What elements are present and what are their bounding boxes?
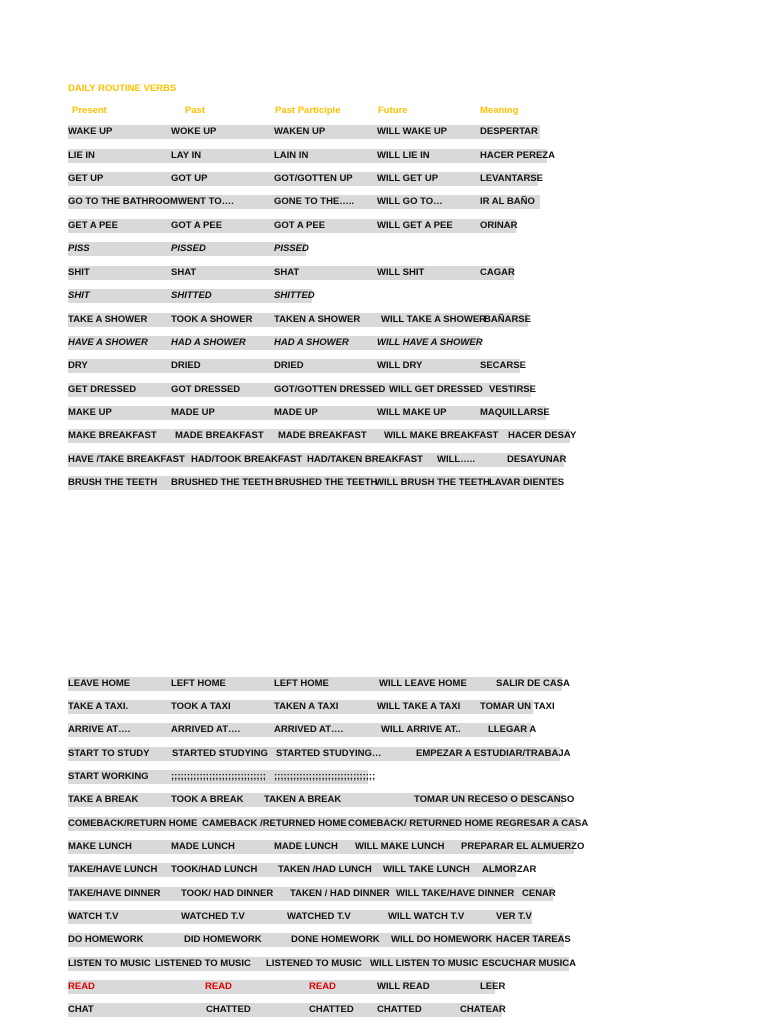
verb-table-2-cell: LEFT HOME — [171, 678, 226, 689]
verb-table-2-row — [68, 723, 537, 737]
verb-table-1-cell: GOT A PEE — [274, 220, 326, 231]
verb-table-1-cell: HAD/TAKEN BREAKFAST — [307, 454, 423, 465]
verb-table-1-cell: WENT TO…. — [178, 196, 234, 207]
verb-table-2-cell: TOOK A BREAK — [171, 794, 244, 805]
verb-table-1-cell: WAKE UP — [68, 126, 113, 137]
verb-table-1-cell: GOT UP — [171, 173, 208, 184]
header-past-participle: Past Participle — [275, 105, 341, 116]
verb-table-1-cell: WILL HAVE A SHOWER — [377, 337, 483, 348]
verb-table-1-cell: HACER DESAY — [508, 430, 577, 441]
verb-table-1-cell: TAKEN A SHOWER — [274, 314, 361, 325]
verb-table-1-cell: WILL GET A PEE — [377, 220, 453, 231]
verb-table-1-cell: DESPERTAR — [480, 126, 538, 137]
verb-table-1-row — [68, 195, 540, 209]
verb-table-1-cell: ORINAR — [480, 220, 518, 231]
verb-table-2-cell: WILL MAKE LUNCH — [355, 841, 445, 852]
verb-table-1-row — [68, 453, 567, 467]
verb-table-2-cell: CHATTED — [309, 1004, 354, 1015]
verb-table-1-row — [68, 149, 555, 163]
verb-table-2-cell: TOOK/HAD LUNCH — [171, 864, 258, 875]
verb-table-1-row — [68, 289, 315, 303]
verb-table-1-cell: DRIED — [171, 360, 201, 371]
verb-table-1-cell: TAKE A SHOWER — [68, 314, 148, 325]
verb-table-1-cell: WILL SHIT — [377, 267, 425, 278]
verb-table-2-cell: TAKE/HAVE LUNCH — [68, 864, 158, 875]
verb-table-2-cell: CHATEAR — [460, 1004, 506, 1015]
verb-table-2-cell: TAKEN /HAD LUNCH — [278, 864, 372, 875]
verb-table-2-cell: CAMEBACK /RETURNED HOME — [202, 818, 347, 829]
verb-table-2-cell: COMEBACK/ RETURNED HOME — [348, 818, 494, 829]
verb-table-1-cell: GOT DRESSED — [171, 384, 241, 395]
verb-table-2-cell: ALMORZAR — [482, 864, 537, 875]
verb-table-1-cell: GOT/GOTTEN DRESSED — [274, 384, 386, 395]
verb-table-2-cell: STARTED STUDYING — [172, 748, 268, 759]
verb-table-2-cell: COMEBACK/RETURN HOME — [68, 818, 198, 829]
verb-table-2-row — [68, 793, 575, 807]
verb-table-1-row — [68, 172, 543, 186]
verb-table-2-cell: MADE LUNCH — [274, 841, 338, 852]
verb-table-2-cell: TAKE A TAXI. — [68, 701, 129, 712]
verb-table-1-cell: GET A PEE — [68, 220, 118, 231]
verb-table-2-cell: CENAR — [522, 888, 556, 899]
verb-table-1-cell: DESAYUNAR — [507, 454, 567, 465]
verb-table-1-row — [68, 476, 565, 490]
verb-table-1-cell: WILL BRUSH THE TEETH — [375, 477, 490, 488]
header-present: Present — [72, 105, 107, 116]
verb-table-2-row — [68, 747, 571, 761]
verb-table-2-cell: LEER — [480, 981, 506, 992]
verb-table-2-cell: WILL LEAVE HOME — [379, 678, 467, 689]
verb-table-2-cell: LEAVE HOME — [68, 678, 131, 689]
verb-table-2-cell: WILL READ — [377, 981, 430, 992]
verb-table-1-cell: BRUSHED THE TEETH — [275, 477, 378, 488]
verb-table-1-cell: IR AL BAÑO — [480, 196, 535, 207]
verb-table-1-cell: BRUSH THE TEETH — [68, 477, 158, 488]
verb-table-2-cell: WATCH T.V — [68, 911, 119, 922]
verb-table-1-cell: CAGAR — [480, 267, 515, 278]
verb-table-1-cell: LAY IN — [171, 150, 202, 161]
verb-table-1-cell: SHIT — [68, 267, 90, 278]
verb-table-1-cell: WOKE UP — [171, 126, 217, 137]
verb-table-1-cell: DRIED — [274, 360, 304, 371]
verb-table-1-cell: GET DRESSED — [68, 384, 137, 395]
verb-table-2-row — [68, 980, 506, 994]
verb-table-1-cell: WILL WAKE UP — [377, 126, 448, 137]
verb-table-1-cell: WILL GET DRESSED — [389, 384, 483, 395]
verb-table-1-row — [68, 266, 514, 280]
verb-table-1-cell: WILL LIE IN — [377, 150, 430, 161]
verb-table-2-cell: TAKEN A BREAK — [264, 794, 342, 805]
verb-table-1-cell: VESTIRSE — [489, 384, 536, 395]
verb-table-2-cell: WILL TAKE LUNCH — [383, 864, 470, 875]
verb-table-2-cell: DID HOMEWORK — [184, 934, 262, 945]
page-title: DAILY ROUTINE VERBS — [68, 83, 177, 94]
verb-table-1-cell: WILL GO TO… — [377, 196, 443, 207]
verb-table-1-cell: WILL MAKE UP — [377, 407, 447, 418]
verb-table-2-cell: ARRIVED AT…. — [171, 724, 241, 735]
verb-table-1-cell: HAVE /TAKE BREAKFAST — [68, 454, 185, 465]
verb-table-2-cell: READ — [205, 981, 232, 992]
verb-table-1-row — [68, 429, 577, 443]
verb-table-1-cell: LEVANTARSE — [480, 173, 543, 184]
verb-table-1-cell: GOT A PEE — [171, 220, 223, 231]
verb-table-1-cell: LIE IN — [68, 150, 95, 161]
verb-table-2-row — [68, 817, 589, 831]
header-meaning: Meaning — [480, 105, 519, 116]
verb-table-1-cell: BAÑARSE — [484, 314, 531, 325]
verb-table-2-row — [68, 677, 570, 691]
verb-table-2-cell: WILL WATCH T.V — [388, 911, 465, 922]
verb-table-1-cell: MAKE BREAKFAST — [68, 430, 157, 441]
verb-table-2-cell: EMPEZAR A ESTUDIAR/TRABAJA — [416, 748, 571, 759]
verb-table-2-cell: CHAT — [68, 1004, 94, 1015]
verb-table-2-cell: VER T.V — [496, 911, 532, 922]
verb-table-2-cell: REGRESAR A CASA — [496, 818, 589, 829]
verb-table-1-cell: MADE UP — [171, 407, 215, 418]
verb-table-2-cell: HACER TAREAS — [496, 934, 571, 945]
verb-table-2-cell: TOMAR UN TAXI — [480, 701, 555, 712]
verb-table-2-cell: PREPARAR EL ALMUERZO — [461, 841, 585, 852]
header-future: Future — [378, 105, 408, 116]
verb-table-1-cell: PISS — [68, 243, 90, 254]
verb-table-2-cell: LISTEN TO MUSIC — [68, 958, 151, 969]
verb-table-1-cell: MAKE UP — [68, 407, 112, 418]
verb-table-1-cell: SHIT — [68, 290, 90, 301]
verb-table-2-cell: ;;;;;;;;;;;;;;;;;;;;;;;;;;;;;; — [171, 771, 266, 782]
verb-table-2-cell: START WORKING — [68, 771, 149, 782]
verb-table-1-row — [68, 383, 536, 397]
verb-table-1-cell: MAQUILLARSE — [480, 407, 550, 418]
verb-table-1-cell: WILL GET UP — [377, 173, 439, 184]
verb-table-2-cell: ;;;;;;;;;;;;;;;;;;;;;;;;;;;;;;;; — [274, 771, 376, 782]
verb-table-1-cell: HACER PEREZA — [480, 150, 555, 161]
verb-table-1-cell: SHITTED — [171, 290, 212, 301]
verb-table-2-row — [68, 863, 537, 877]
verb-table-1-cell: MADE UP — [274, 407, 318, 418]
verb-table-1-cell: WILL….. — [437, 454, 475, 465]
verb-table-1-cell: HAVE A SHOWER — [68, 337, 148, 348]
verb-table-1-row — [68, 336, 483, 350]
verb-table-2-cell: WILL ARRIVE AT.. — [381, 724, 461, 735]
verb-table-2-cell: TOOK A TAXI — [171, 701, 231, 712]
verb-table-1-row — [68, 359, 526, 373]
verb-table-2-cell: DONE HOMEWORK — [291, 934, 380, 945]
verb-table-2-row — [68, 887, 556, 901]
verb-table-1-cell: HAD A SHOWER — [171, 337, 246, 348]
verb-table-1-cell: BRUSHED THE TEETH — [171, 477, 274, 488]
verb-table-1-cell: SHAT — [274, 267, 300, 278]
verb-table-2-cell: WILL DO HOMEWORK — [391, 934, 493, 945]
verb-table-1-cell: LAIN IN — [274, 150, 309, 161]
verb-table-2-cell: TOMAR UN RECESO O DESCANSO — [414, 794, 575, 805]
verb-table-2-cell: ESCUCHAR MUSICA — [482, 958, 576, 969]
verb-table-2-cell: START TO STUDY — [68, 748, 150, 759]
verb-table-2-row — [68, 700, 555, 714]
verb-table-2-cell: TAKEN / HAD DINNER — [290, 888, 390, 899]
verb-table-2-row — [68, 770, 376, 784]
verb-table-1-cell: MADE BREAKFAST — [175, 430, 264, 441]
verb-table-2-cell: MADE LUNCH — [171, 841, 235, 852]
verb-table-1-row — [68, 242, 309, 256]
verb-table-1-cell: SHITTED — [274, 290, 315, 301]
verb-table-2-cell: CHATTED — [206, 1004, 251, 1015]
verb-table-1-cell: WILL TAKE A SHOWER — [381, 314, 487, 325]
verb-table-2-cell: TAKE/HAVE DINNER — [68, 888, 161, 899]
verb-table-2-cell: ARRIVE AT…. — [68, 724, 131, 735]
verb-table-2-cell: WILL LISTEN TO MUSIC — [370, 958, 479, 969]
verb-table-1-cell: HAD A SHOWER — [274, 337, 349, 348]
verb-table-1-cell: SECARSE — [480, 360, 526, 371]
verb-table-2-cell: TOOK/ HAD DINNER — [181, 888, 274, 899]
verb-table-1-row — [68, 313, 531, 327]
verb-table-2-cell: LISTENED TO MUSIC — [155, 958, 251, 969]
verb-table-1-cell: WILL DRY — [377, 360, 423, 371]
verb-table-2-cell: WILL TAKE/HAVE DINNER — [396, 888, 515, 899]
verb-table-1-row — [68, 219, 516, 233]
verb-table-2-row — [68, 1003, 506, 1017]
verb-table-1-cell: GO TO THE BATHROOM — [68, 196, 178, 207]
header-past: Past — [185, 105, 206, 116]
verb-table-2-row — [68, 840, 585, 854]
verb-table-1-cell: WILL MAKE BREAKFAST — [384, 430, 499, 441]
verb-table-2-row — [68, 910, 532, 924]
verb-table-1-cell: LAVAR DIENTES — [489, 477, 565, 488]
verb-table-1-cell: HAD/TOOK BREAKFAST — [191, 454, 303, 465]
verb-table-2-cell: READ — [68, 981, 95, 992]
verb-table-2-cell: MAKE LUNCH — [68, 841, 132, 852]
verb-table-1-cell: PISSED — [171, 243, 206, 254]
verb-table-1-cell: SHAT — [171, 267, 197, 278]
verb-table-2-cell: WILL TAKE A TAXI — [377, 701, 461, 712]
verb-table-2-cell: WATCHED T.V — [181, 911, 245, 922]
verb-table-2-row — [68, 933, 571, 947]
verb-table-2-cell: TAKE A BREAK — [68, 794, 139, 805]
verb-table-1-cell: GONE TO THE….. — [274, 196, 355, 207]
verb-table-2-cell: CHATTED — [377, 1004, 422, 1015]
verb-table-2-cell: READ — [309, 981, 336, 992]
verb-table-2-cell: STARTED STUDYING… — [276, 748, 382, 759]
verb-table-1-cell: GOT/GOTTEN UP — [274, 173, 353, 184]
verb-table-2-cell: LEFT HOME — [274, 678, 329, 689]
verb-table-1-row — [68, 125, 540, 139]
verb-table-2-cell: DO HOMEWORK — [68, 934, 144, 945]
verb-table-1-row — [68, 406, 550, 420]
verb-table-2-cell: ARRIVED AT…. — [274, 724, 344, 735]
verb-table-1-cell: WAKEN UP — [274, 126, 326, 137]
verb-table-1-cell: PISSED — [274, 243, 309, 254]
verb-table-1-cell: MADE BREAKFAST — [278, 430, 367, 441]
verb-table-1-cell: GET UP — [68, 173, 104, 184]
verb-table-2-row — [68, 957, 576, 971]
verb-table-1-cell: TOOK A SHOWER — [171, 314, 253, 325]
verb-table-2-cell: WATCHED T.V — [287, 911, 351, 922]
verb-table-2-cell: LLEGAR A — [488, 724, 537, 735]
verb-table-2-cell: LISTENED TO MUSIC — [266, 958, 362, 969]
verb-table-2-cell: TAKEN A TAXI — [274, 701, 339, 712]
verb-table-2-cell: SALIR DE CASA — [496, 678, 570, 689]
verb-table-1-cell: DRY — [68, 360, 88, 371]
